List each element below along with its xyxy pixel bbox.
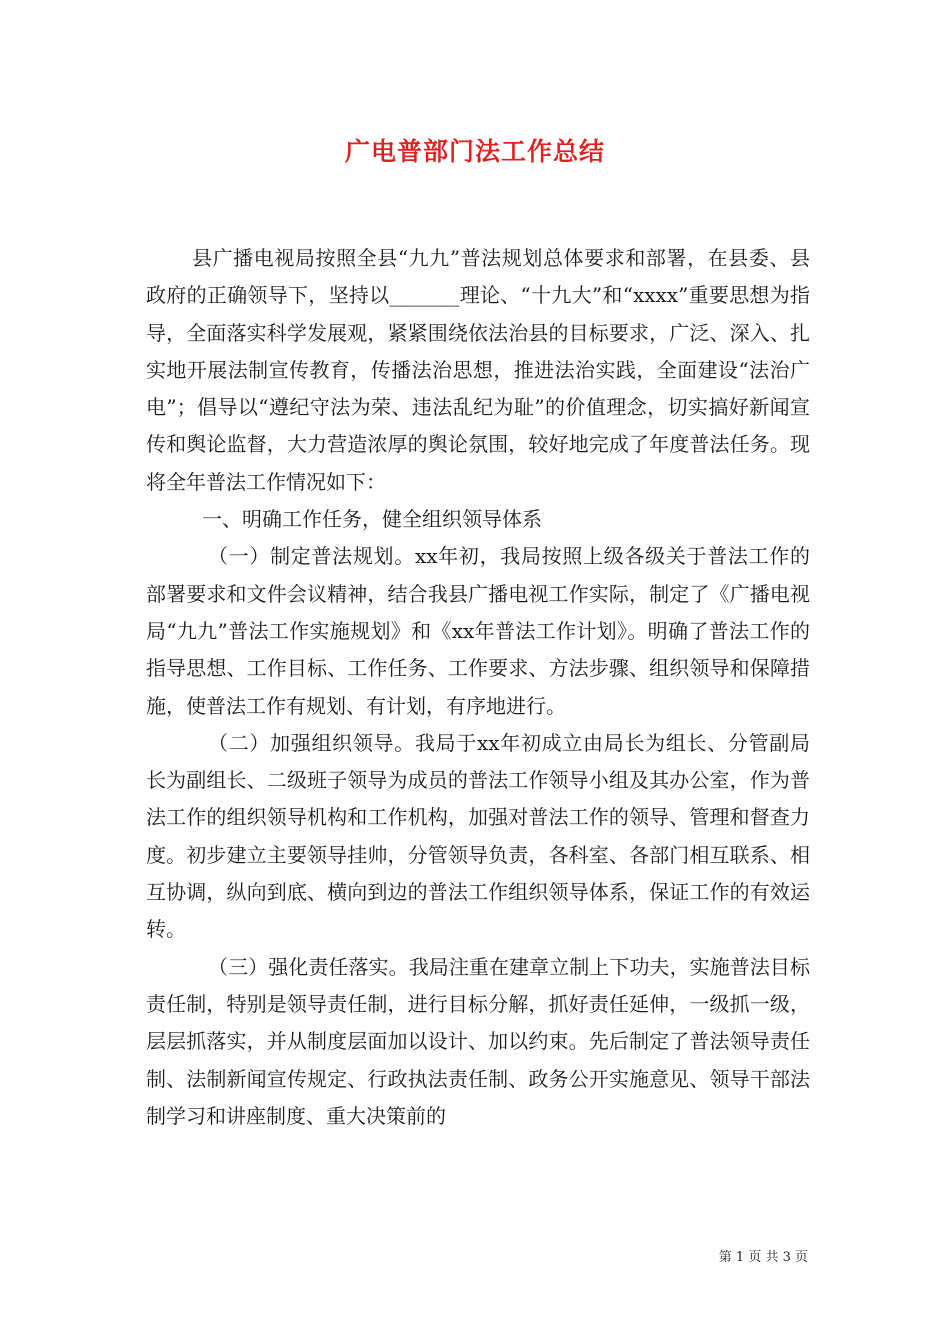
- intro-paragraph: 县广播电视局按照全县“九九”普法规划总体要求和部署，在县委、县政府的正确领导下，坚持以_______理论、“十九大”和“xxxx”重要思想为指导，全面落实科学发展观，紧紧围绕依法治县的目标要求，广泛、深入、扎实地开展法制宣传教育，传播法治思想，推进法治实践，全面建设“法治广电”；倡导以“遵纪守法为荣、违法乱纪为耻”的价值理念，切实搞好新闻宣传和舆论监督，大力营造浓厚的舆论氛围，较好地完成了年度普法任务。现将全年普法工作情况如下：: [146, 246, 810, 494]
- section-heading-1: 一、明确工作任务，健全组织领导体系: [202, 507, 542, 532]
- subsection-paragraph-2: （二）加强组织领导。我局于xx年初成立由局长为组长、分管副局长为副组长、二级班子领导为成员的普法工作领导小组及其办公室，作为普法工作的组织领导机构和工作机构，加强对普法工作的领导、管理和督查力度。初步建立主要领导挂帅，分管领导负责，各科室、各部门相互联系、相互协调，纵向到底、横向到边的普法工作组织领导体系，保证工作的有效运转。: [146, 730, 810, 942]
- subsection-paragraph-3: （三）强化责任落实。我局注重在建章立制上下功夫，实施普法目标责任制，特别是领导责任制，进行目标分解，抓好责任延伸，一级抓一级，层层抓落实，并从制度层面加以设计、加以约束。先后制定了普法领导责任制、法制新闻宣传规定、行政执法责任制、政务公开实施意见、领导干部法制学习和讲座制度、重大决策前的: [146, 954, 810, 1128]
- page-number-footer: 第 1 页 共 3 页: [718, 1250, 808, 1265]
- document-title: 广电普部门法工作总结: [344, 137, 605, 166]
- subsection-paragraph-1: （一）制定普法规划。xx年初，我局按照上级各级关于普法工作的部署要求和文件会议精神，结合我县广播电视工作实际，制定了《广播电视局“九九”普法工作实施规划》和《xx年普法工作计划》。明确了普法工作的指导思想、工作目标、工作任务、工作要求、方法步骤、组织领导和保障措施，使普法工作有规划、有计划，有序地进行。: [146, 544, 810, 718]
- document-body: [146, 240, 810, 1135]
